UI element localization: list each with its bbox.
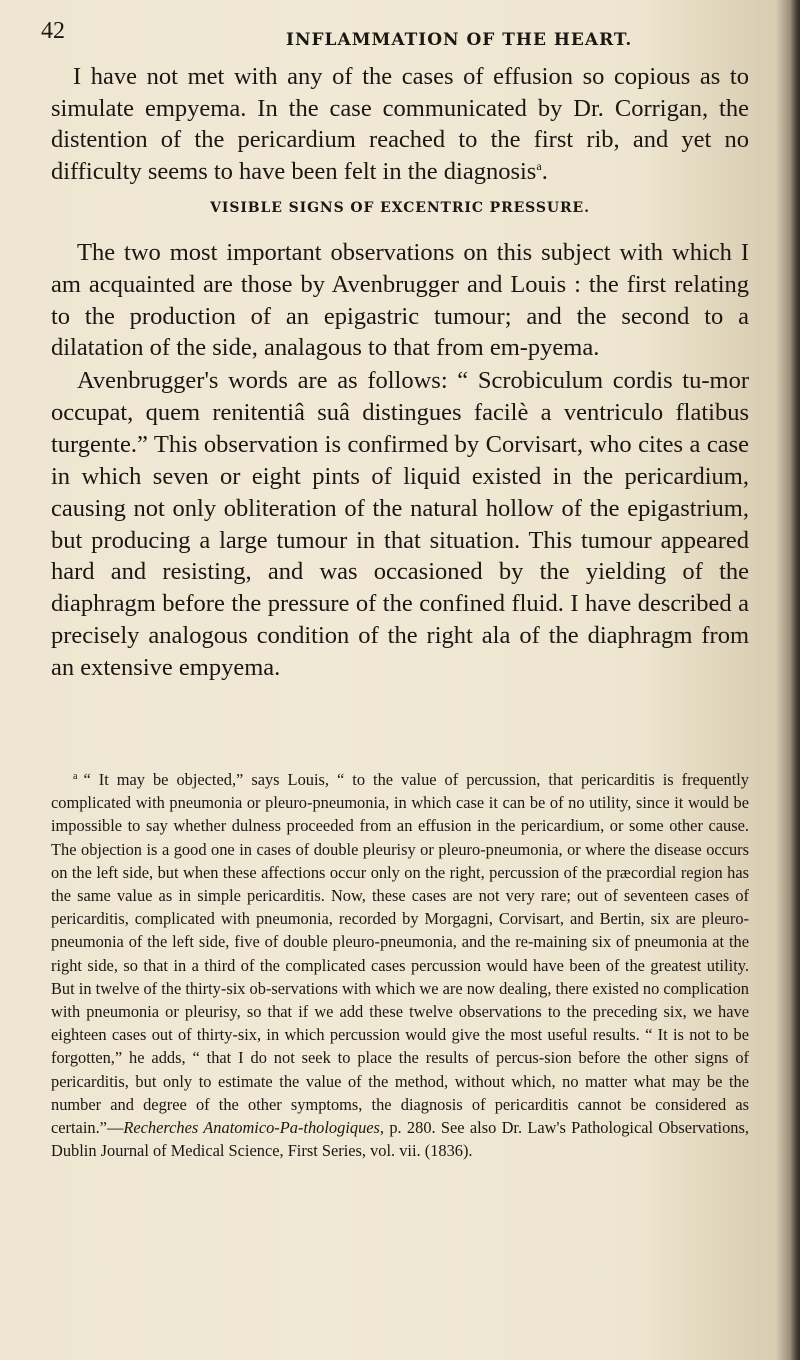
paragraph-effusion-end: .	[541, 157, 548, 185]
paragraph-effusion-text: I have not met with any of the cases of effusion so copious as to simulate empyema. In the case communicated by Dr. Corrigan, the distention of the pericardium reached to the first rib, and yet no difficulty seems to have been felt in the diagnosis	[51, 63, 749, 185]
section-heading: VISIBLE SIGNS OF EXCENTRIC PRESSURE.	[210, 200, 590, 216]
running-title: INFLAMMATION OF THE HEART.	[286, 30, 633, 50]
page-number: 42	[41, 18, 65, 44]
footnote-text: “ It may be objected,” says Louis, “ to the value of percussion, that pericarditis is frequently complicated with pneumonia or pleuro-pneumonia, in which case it can be of no utility, since it would be impossible to say whether dulness proceeded from an effusion in the pericardium, or some other cause. The objection is a good one in cases of double pleurisy or pleuro-pneumonia, or where the disease occurs on the left side, but when these affections occur only on the right, percussion of the præcordial region has the same value as in simple pericarditis. Now, these cases are not very rare; out of seventeen cases of pericarditis, complicated with pneumonia, recorded by Morgagni, Corvisart, and Bertin, six are pleuro-pneumonia of the left side, five of double pleuro-pneumonia, and the re-maining six of pneumonia at the right side, so that in a third of the complicated cases percussion would have been of the greatest utility. But in twelve of the thirty-six ob-servations with which we are now dealing, there existed no complication with pneumonia or pleurisy, so that if we add these twelve observations to the preceding six, we have eighteen cases out of thirty-six, in which percussion would give the most useful results. “ It is not to be forgotten,” he adds, “ that I do not seek to place the results of percus-sion before the other signs of pericarditis, but only to estimate the value of the method, without which, no matter what may be the number and degree of the other symptoms, the diagnosis of pericarditis cannot be considered as certain.”—	[51, 770, 749, 1138]
footnote-citation-rest: , p. 280. See also Dr. Law's Pathological Observations, Dublin Journal of Medical Science, First Series, vol. vii. (1836).	[51, 1118, 749, 1161]
page-header	[41, 18, 741, 54]
footnote-reference-a[interactable]: a	[536, 158, 542, 173]
paragraph-avenbrugger: Avenbrugger's words are as follows: “ Scrobiculum cordis tu-mor occupat, quem renitentiâ suâ distingues facilè a ventriculo flatibus turgente.” This observation is confirmed by Corvisart, who cites a case in which seven or eight pints of liquid existed in the pericardium, causing not only obliteration of the natural hollow of the epigastrium, but producing a large tumour in that situation. This tumour appeared hard and resisting, and was occasioned by the yielding of the diaphragm before the pressure of the confined fluid. I have described a precisely analogous condition of the right ala of the diaphragm from an extensive empyema.	[51, 367, 749, 682]
paragraph-effusion	[51, 61, 749, 187]
footnote-citation-title: Recherches Anatomico-Pa-thologiques	[123, 1118, 380, 1138]
footnote-marker: a	[73, 770, 78, 782]
footnote-a	[51, 768, 749, 1162]
paragraph-observations: The two most important observations on this subject with which I am acquainted are those by Avenbrugger and Louis : the first relating to the production of an epigastric tumour; and the second to a dilatation of the side, analagous to that from em-pyema.	[51, 239, 749, 362]
